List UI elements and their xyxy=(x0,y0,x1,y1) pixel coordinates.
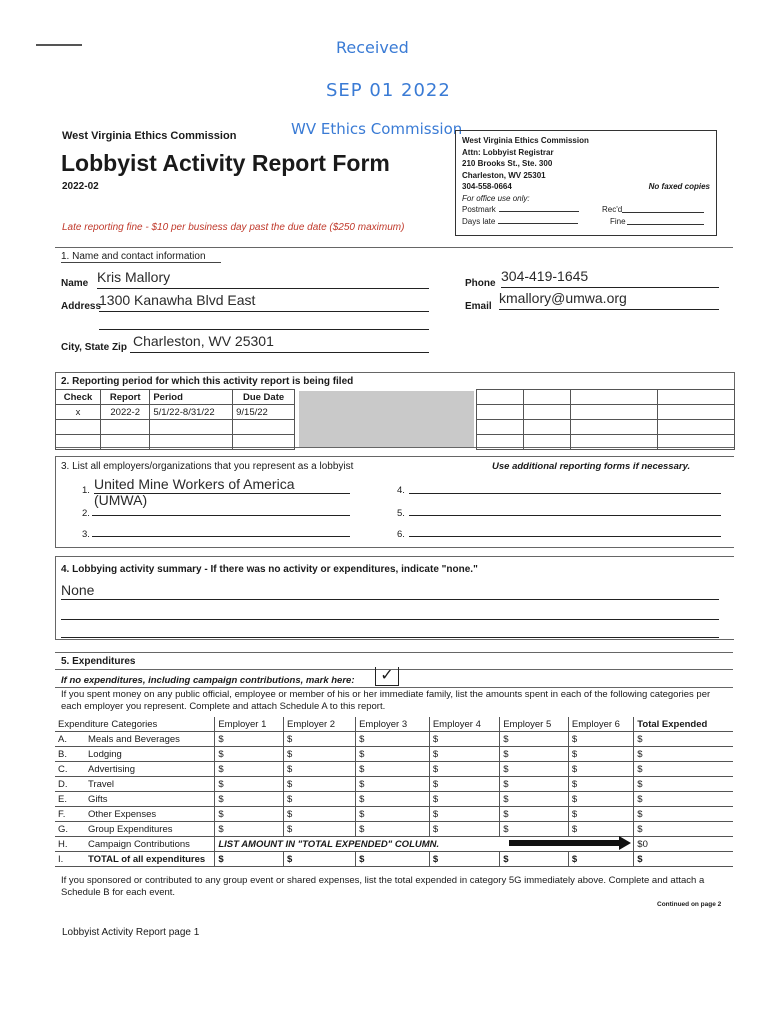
category-name: Group Expenditures xyxy=(88,823,173,835)
category-letter: G. xyxy=(58,823,69,835)
amount-cell[interactable]: $ xyxy=(568,732,633,747)
page-title: Lobbyist Activity Report Form xyxy=(61,150,390,176)
table-row xyxy=(55,777,733,792)
col-header: Employer 5 xyxy=(500,717,569,732)
amount-cell[interactable]: $ xyxy=(356,732,430,747)
campaign-note xyxy=(215,837,634,852)
total-amount-cell[interactable]: $ xyxy=(429,852,499,867)
reporting-period-extra-table xyxy=(476,389,735,450)
amount-cell[interactable]: $ xyxy=(568,747,633,762)
amount-cell[interactable]: $ xyxy=(284,777,356,792)
section3-heading: 3. List all employers/organizations that you represent as a lobbyist xyxy=(61,461,354,472)
box-phone: 304-558-0664 xyxy=(462,182,512,191)
category-cell xyxy=(55,852,215,867)
amount-cell[interactable]: $ xyxy=(284,747,356,762)
phone-field[interactable]: 304-419-1645 xyxy=(501,267,719,288)
no-expenditures-label: If no expenditures, including campaign contributions, mark here: xyxy=(61,675,355,686)
category-letter: I. xyxy=(58,853,64,865)
category-name: Travel xyxy=(88,778,115,790)
category-cell xyxy=(55,762,215,777)
table-row xyxy=(55,762,733,777)
amount-cell[interactable]: $ xyxy=(500,822,569,837)
col-header: Employer 1 xyxy=(215,717,284,732)
total-amount-cell[interactable]: $ xyxy=(500,852,569,867)
section4-heading: 4. Lobbying activity summary - If there was no activity or expenditures, indicate "none." xyxy=(61,564,478,575)
amount-cell[interactable]: $ xyxy=(429,747,499,762)
header-org: West Virginia Ethics Commission xyxy=(62,130,237,142)
report-cell: 2022-2 xyxy=(101,405,150,420)
category-name: TOTAL of all expenditures xyxy=(88,853,206,865)
amount-cell[interactable]: $ xyxy=(500,747,569,762)
table-row xyxy=(55,807,733,822)
col-report: Report xyxy=(101,390,150,405)
col-check: Check xyxy=(56,390,101,405)
employer-num-2: 2. xyxy=(82,508,90,519)
col-header: Total Expended xyxy=(634,717,733,732)
amount-cell[interactable]: $ xyxy=(215,747,284,762)
section1-heading: 1. Name and contact information xyxy=(61,251,206,262)
amount-cell[interactable]: $ xyxy=(634,807,733,822)
category-cell xyxy=(55,732,215,747)
address-field[interactable]: 1300 Kanawha Blvd East xyxy=(99,291,429,312)
category-letter: C. xyxy=(58,763,68,775)
arrow-right-icon xyxy=(509,840,621,846)
category-name: Meals and Beverages xyxy=(88,733,180,745)
summary-line-2[interactable] xyxy=(61,601,719,620)
city-field[interactable]: Charleston, WV 25301 xyxy=(130,332,429,353)
employer-num-5: 5. xyxy=(397,508,405,519)
amount-cell[interactable]: $ xyxy=(284,792,356,807)
address-label: Address xyxy=(61,301,102,312)
amount-cell[interactable]: $ xyxy=(215,762,284,777)
arrow-head-icon xyxy=(619,836,631,850)
fine-label: Fine xyxy=(610,216,626,226)
box-line3: 210 Brooks St., Ste. 300 xyxy=(462,159,553,168)
category-letter: D. xyxy=(58,778,68,790)
category-letter: A. xyxy=(58,733,67,745)
amount-cell[interactable]: $ xyxy=(429,807,499,822)
employer-num-6: 6. xyxy=(397,529,405,540)
summary-line-1[interactable]: None xyxy=(61,581,719,600)
employer-3-field[interactable] xyxy=(92,522,350,537)
employer-2-field[interactable] xyxy=(92,501,350,516)
amount-cell[interactable]: $ xyxy=(356,807,430,822)
reporting-period-table xyxy=(55,389,295,450)
period-cell: 5/1/22-8/31/22 xyxy=(150,405,233,420)
box-line2: Attn: Lobbyist Registrar xyxy=(462,147,554,157)
col-header: Expenditure Categories xyxy=(55,717,215,732)
amount-cell[interactable]: $ xyxy=(568,777,633,792)
total-amount-cell[interactable]: $ xyxy=(215,852,284,867)
section-employers xyxy=(55,456,734,548)
col-due-date: Due Date xyxy=(233,390,295,405)
category-cell xyxy=(55,792,215,807)
amount-cell[interactable]: $ xyxy=(215,777,284,792)
late-fine-notice: Late reporting fine - $10 per business day past the due date ($250 maximum) xyxy=(62,222,405,233)
postmark-label: Postmark xyxy=(462,205,496,214)
expenditures-intro: If you spent money on any public official, employee or member of his or her immediate family, list the amounts spent in each of the following categories per each employer you represent. Complete and attach Schedule A to this report. xyxy=(61,689,711,712)
employer-num-1: 1. xyxy=(82,485,90,496)
col-header: Employer 2 xyxy=(284,717,356,732)
campaign-total-cell[interactable]: $0 xyxy=(634,837,733,852)
category-cell xyxy=(55,807,215,822)
expenditures-footer-note: If you sponsored or contributed to any group event or shared expenses, list the total expended in category 5G immediately above. Complete and attach a Schedule B for each event. xyxy=(61,875,705,898)
expenditures-header-row xyxy=(55,717,733,732)
amount-cell[interactable]: $ xyxy=(634,732,733,747)
amount-cell[interactable]: $ xyxy=(568,762,633,777)
section-expenditures xyxy=(55,652,733,908)
name-field[interactable]: Kris Mallory xyxy=(97,268,429,289)
col-header: Employer 3 xyxy=(356,717,430,732)
amount-cell[interactable]: $ xyxy=(500,732,569,747)
col-header: Employer 6 xyxy=(568,717,633,732)
table-row-total xyxy=(55,852,733,867)
no-fax-note: No faxed copies xyxy=(648,182,710,191)
amount-cell[interactable]: $ xyxy=(215,822,284,837)
category-cell xyxy=(55,822,215,837)
table-row xyxy=(55,792,733,807)
section-reporting-period xyxy=(55,372,735,448)
employer-num-4: 4. xyxy=(397,485,405,496)
amount-cell[interactable]: $ xyxy=(634,747,733,762)
category-name: Gifts xyxy=(88,793,108,805)
amount-cell[interactable]: $ xyxy=(500,807,569,822)
check-cell[interactable]: x xyxy=(56,405,101,420)
email-label: Email xyxy=(465,301,492,312)
amount-cell[interactable]: $ xyxy=(356,777,430,792)
commission-address-box xyxy=(455,130,717,236)
amount-cell[interactable]: $ xyxy=(215,807,284,822)
section-activity-summary xyxy=(55,556,734,640)
amount-cell[interactable]: $ xyxy=(500,762,569,777)
section-contact-info xyxy=(55,247,733,354)
amount-cell[interactable]: $ xyxy=(429,732,499,747)
amount-cell[interactable]: $ xyxy=(215,732,284,747)
category-letter: F. xyxy=(58,808,66,820)
due-date-cell: 9/15/22 xyxy=(233,405,295,420)
amount-cell[interactable]: $ xyxy=(284,807,356,822)
shaded-block xyxy=(299,391,474,447)
no-expenditures-checkbox[interactable]: ✓ xyxy=(375,667,399,686)
section5-heading: 5. Expenditures xyxy=(61,656,136,667)
amount-cell[interactable]: $ xyxy=(356,747,430,762)
page-footer: Lobbyist Activity Report page 1 xyxy=(62,927,200,938)
address-line2-field[interactable] xyxy=(99,311,429,330)
table-row xyxy=(55,747,733,762)
stamp-org: WV Ethics Commission xyxy=(291,120,463,138)
category-letter: E. xyxy=(58,793,67,805)
employer-5-field[interactable] xyxy=(409,501,721,516)
amount-cell[interactable]: $ xyxy=(284,732,356,747)
category-letter: B. xyxy=(58,748,67,760)
employer-4-field[interactable] xyxy=(409,479,721,494)
amount-cell[interactable]: $ xyxy=(356,822,430,837)
amount-cell[interactable]: $ xyxy=(284,762,356,777)
total-amount-cell[interactable]: $ xyxy=(284,852,356,867)
amount-cell[interactable]: $ xyxy=(634,792,733,807)
col-period: Period xyxy=(150,390,233,405)
amount-cell[interactable]: $ xyxy=(429,777,499,792)
expenditures-table xyxy=(55,717,733,867)
amount-cell[interactable]: $ xyxy=(568,807,633,822)
category-cell xyxy=(55,837,215,852)
amount-cell[interactable]: $ xyxy=(568,822,633,837)
recd-label: Rec'd xyxy=(602,205,623,214)
amount-cell[interactable]: $ xyxy=(568,792,633,807)
continued-note: Continued on page 2 xyxy=(657,901,722,908)
amount-cell[interactable]: $ xyxy=(500,777,569,792)
amount-cell[interactable]: $ xyxy=(215,792,284,807)
total-amount-cell[interactable]: $ xyxy=(356,852,430,867)
amount-cell[interactable]: $ xyxy=(634,822,733,837)
additional-forms-note: Use additional reporting forms if necessary. xyxy=(492,461,691,472)
amount-cell[interactable]: $ xyxy=(634,777,733,792)
stamp-date: SEP 01 2022 xyxy=(326,80,451,101)
category-name: Other Expenses xyxy=(88,808,157,820)
category-name: Campaign Contributions xyxy=(88,838,190,850)
box-line1: West Virginia Ethics Commission xyxy=(462,136,589,145)
table-row-campaign xyxy=(55,837,733,852)
category-name: Lodging xyxy=(88,748,122,760)
total-amount-cell[interactable]: $ xyxy=(568,852,633,867)
amount-cell[interactable]: $ xyxy=(429,822,499,837)
office-use-label: For office use only: xyxy=(462,193,530,203)
category-name: Advertising xyxy=(88,763,135,775)
summary-line-3[interactable] xyxy=(61,621,719,638)
total-amount-cell[interactable]: $ xyxy=(634,852,733,867)
col-header: Employer 4 xyxy=(429,717,499,732)
amount-cell[interactable]: $ xyxy=(500,792,569,807)
days-late-label: Days late xyxy=(462,216,496,226)
amount-cell[interactable]: $ xyxy=(429,762,499,777)
stamp-received: Received xyxy=(336,38,409,57)
city-label: City, State Zip xyxy=(61,342,127,353)
amount-cell[interactable]: $ xyxy=(429,792,499,807)
category-cell xyxy=(55,747,215,762)
category-cell xyxy=(55,777,215,792)
amount-cell[interactable]: $ xyxy=(284,822,356,837)
amount-cell[interactable]: $ xyxy=(356,762,430,777)
name-label: Name xyxy=(61,278,89,289)
email-field[interactable]: kmallory@umwa.org xyxy=(499,289,719,310)
scan-mark xyxy=(36,44,82,46)
employer-num-3: 3. xyxy=(82,529,90,540)
amount-cell[interactable]: $ xyxy=(634,762,733,777)
box-line4: Charleston, WV 25301 xyxy=(462,170,546,180)
campaign-note-text: LIST AMOUNT IN "TOTAL EXPENDED" COLUMN. xyxy=(218,838,440,850)
table-row xyxy=(55,732,733,747)
table-row xyxy=(55,822,733,837)
section2-heading: 2. Reporting period for which this activity report is being filed xyxy=(61,376,354,387)
amount-cell[interactable]: $ xyxy=(356,792,430,807)
form-code: 2022-02 xyxy=(62,181,99,192)
phone-label: Phone xyxy=(465,278,496,289)
employer-1-field[interactable]: United Mine Workers of America (UMWA) xyxy=(94,477,350,494)
category-letter: H. xyxy=(58,838,68,850)
employer-6-field[interactable] xyxy=(409,522,721,537)
